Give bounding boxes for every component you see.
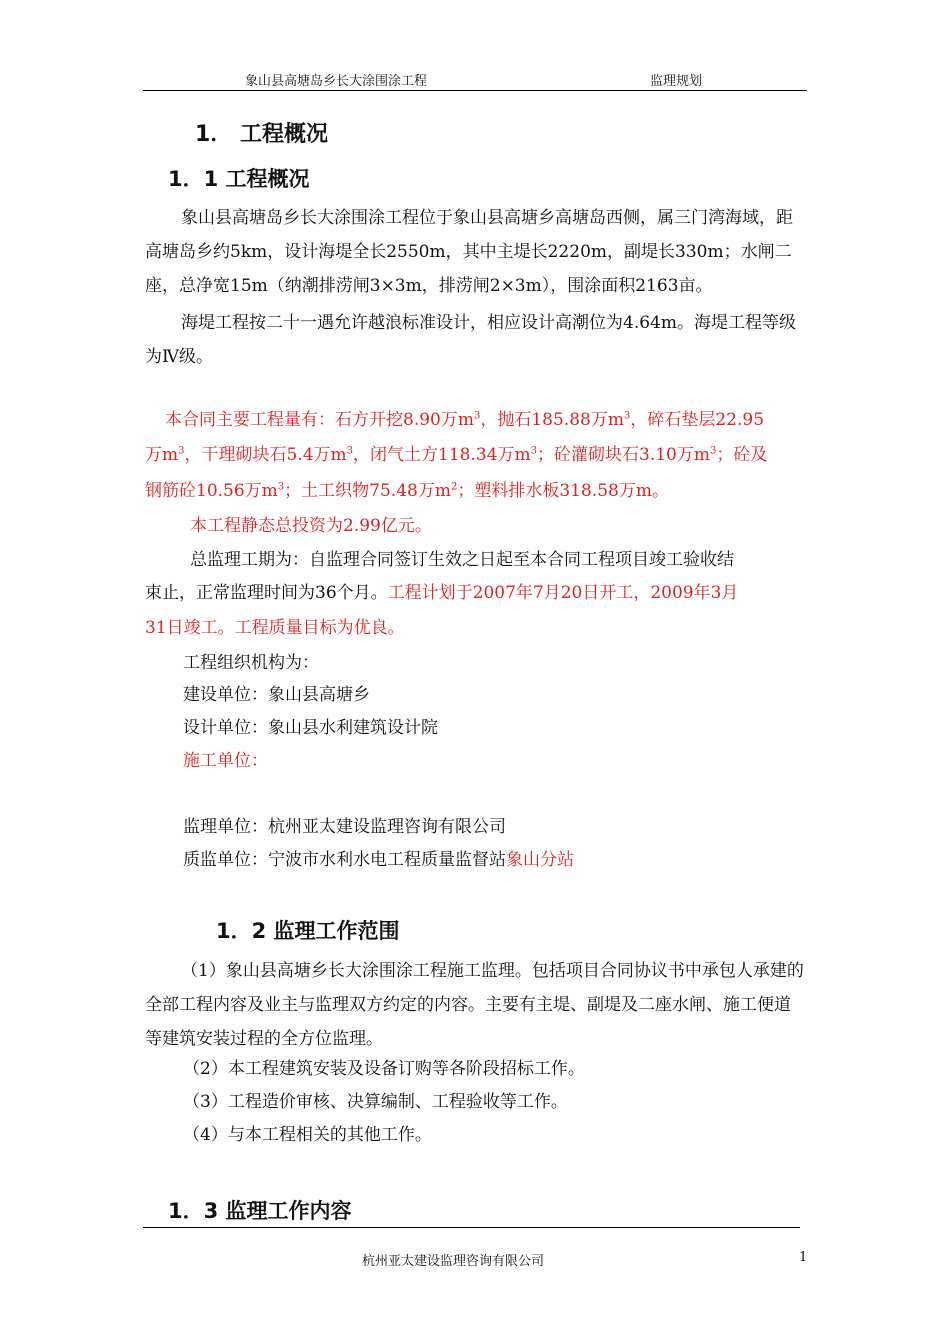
- section-1-title: 1． 工程概况: [195, 122, 328, 147]
- scope-item-3: （3）工程造价审核、决算编制、工程验收等工作。: [183, 1092, 568, 1112]
- period-line-3: 31日竣工。工程质量目标为优良。: [145, 618, 405, 638]
- quality-unit: 质监单位：宁波市水利水电工程质量监督站象山分站: [183, 850, 574, 870]
- section-1-3-title: 1．3 监理工作内容: [168, 1199, 352, 1223]
- supervision-unit: 监理单位：杭州亚太建设监理咨询有限公司: [183, 817, 506, 837]
- footer-rule: [143, 1227, 800, 1228]
- scope-item-1: （1）象山县高塘乡长大涂围涂工程施工监理。包括项目合同协议书中承包人承建的全部工程内容及业主与监理双方约定的内容。主要有主堤、副堤及二座水闸、施工便道等建筑安装过程的全方位监理。: [145, 961, 804, 1049]
- design-unit: 设计单位：象山县水利建筑设计院: [183, 718, 438, 738]
- footer-company: 杭州亚太建设监理咨询有限公司: [362, 1254, 545, 1269]
- period-line-2: 束止，正常监理时间为36个月。工程计划于2007年7月20日开工，2009年3月: [145, 583, 739, 603]
- section-1-2-title: 1．2 监理工作范围: [216, 919, 400, 943]
- investment-line: 本工程静态总投资为2.99亿元。: [190, 516, 432, 536]
- seawall-standard-paragraph: 海堤工程按二十一遇允许越浪标准设计，相应设计高潮位为4.64m。海堤工程等级为Ⅳ级。: [145, 313, 796, 367]
- section-1-1-title: 1．1 工程概况: [168, 167, 310, 191]
- header-rule: [143, 90, 807, 91]
- construction-unit: 施工单位：: [183, 751, 268, 771]
- org-title: 工程组织机构为：: [183, 653, 319, 673]
- page-number: 1: [799, 1250, 808, 1265]
- header-title: 象山县高塘岛乡长大涂围涂工程: [245, 74, 428, 89]
- period-line-1: 总监理工期为：自监理合同签订生效之日起至本合同工程项目竣工验收结: [190, 550, 734, 570]
- quantities-line-2: 万$m^3$，干理砌块石5.4万$m^3$，闭气土方118.34万$m^3$；砼灌砌块石3.10万$m^3$；砼及: [145, 445, 768, 465]
- quantities-line-3: 钢筋砼10.56万$m^3$；土工织物75.48万$m^2$；塑料排水板318.58万m。: [145, 481, 669, 501]
- scope-item-4: （4）与本工程相关的其他工作。: [183, 1125, 432, 1145]
- overview-paragraph: 象山县高塘岛乡长大涂围涂工程位于象山县高塘乡高塘岛西侧，属三门湾海域，距高塘岛乡约5km，设计海堤全长2550m，其中主堤长2220m，副堤长330m；水闸二座，总净宽15m（纳潮排涝闸3×3m，排涝闸2×3m），围涂面积2163亩。: [145, 208, 793, 296]
- header-doc-type: 监理规划: [650, 74, 703, 89]
- build-unit: 建设单位：象山县高塘乡: [183, 685, 370, 705]
- quantities-line-1: 本合同主要工程量有：石方开挖8.90万$m^3$，抛石185.88万$m^3$，碎石垫层22.95: [165, 410, 765, 430]
- scope-item-2: （2）本工程建筑安装及设备订购等各阶段招标工作。: [183, 1059, 585, 1079]
